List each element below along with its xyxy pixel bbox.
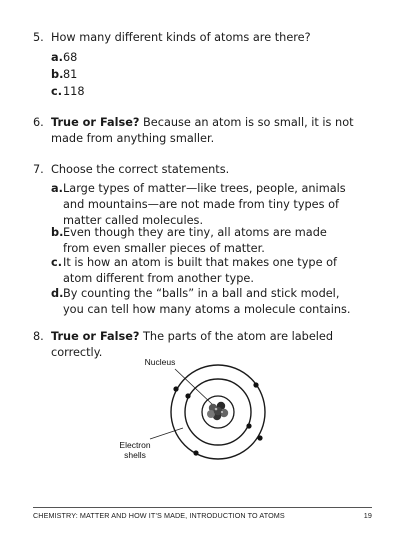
option-7d[interactable] bbox=[51, 286, 353, 318]
option-text: Even though they are tiny, all atoms are made from even smaller pieces of matter. bbox=[63, 226, 327, 255]
atom-diagram bbox=[110, 352, 290, 472]
question-text: Because an atom is so small, it is not made from anything smaller. bbox=[51, 116, 354, 145]
question-number: 6. bbox=[33, 116, 44, 129]
electron bbox=[173, 386, 178, 391]
option-letter: b. bbox=[51, 68, 64, 81]
electron bbox=[193, 450, 198, 455]
option-letter: b. bbox=[51, 226, 64, 239]
option-text: 118 bbox=[63, 85, 85, 98]
option-text: 68 bbox=[63, 51, 78, 64]
option-text: It is how an atom is built that makes one type of atom different from another type. bbox=[63, 256, 337, 285]
question-number: 8. bbox=[33, 330, 44, 343]
option-letter: a. bbox=[51, 182, 63, 195]
option-text: Large types of matter—like trees, people, animals and mountains—are not made from tiny types of matter called molecules. bbox=[63, 182, 346, 227]
question-6[interactable] bbox=[33, 115, 373, 147]
page-number: 19 bbox=[363, 511, 372, 520]
option-letter: a. bbox=[51, 51, 63, 64]
question-text: Choose the correct statements. bbox=[51, 163, 230, 176]
option-letter: c. bbox=[51, 256, 62, 269]
question-5 bbox=[33, 30, 373, 46]
question-text: The parts of the atom are labeled correctly. bbox=[51, 330, 334, 359]
option-7c[interactable] bbox=[51, 255, 353, 287]
question-text: How many different kinds of atoms are there? bbox=[51, 31, 311, 44]
option-letter: c. bbox=[51, 85, 62, 98]
electron-shells-label-line2: shells bbox=[124, 450, 146, 460]
option-5a[interactable] bbox=[51, 50, 353, 66]
nucleus bbox=[207, 402, 228, 420]
electron bbox=[257, 435, 262, 440]
option-7b[interactable] bbox=[51, 225, 353, 257]
option-5c[interactable] bbox=[51, 84, 353, 100]
question-7 bbox=[33, 162, 373, 178]
electron bbox=[185, 393, 190, 398]
page-footer bbox=[33, 507, 372, 520]
electron-shells-label-line1: Electron bbox=[119, 440, 151, 450]
question-number: 5. bbox=[33, 31, 44, 44]
electron bbox=[246, 423, 251, 428]
footer-title: CHEMISTRY: MATTER AND HOW IT’S MADE, INTRODUCTION TO ATOMS bbox=[33, 511, 285, 520]
option-text: 81 bbox=[63, 68, 78, 81]
true-or-false-label: True or False? bbox=[51, 116, 140, 129]
nucleus-label: Nucleus bbox=[144, 357, 176, 367]
electron bbox=[253, 382, 258, 387]
option-5b[interactable] bbox=[51, 67, 353, 83]
option-7a[interactable] bbox=[51, 181, 353, 229]
question-number: 7. bbox=[33, 163, 44, 176]
option-text: By counting the “balls” in a ball and stick model, you can tell how many atoms a molecule contains. bbox=[63, 287, 351, 316]
true-or-false-label: True or False? bbox=[51, 330, 140, 343]
option-letter: d. bbox=[51, 287, 64, 300]
